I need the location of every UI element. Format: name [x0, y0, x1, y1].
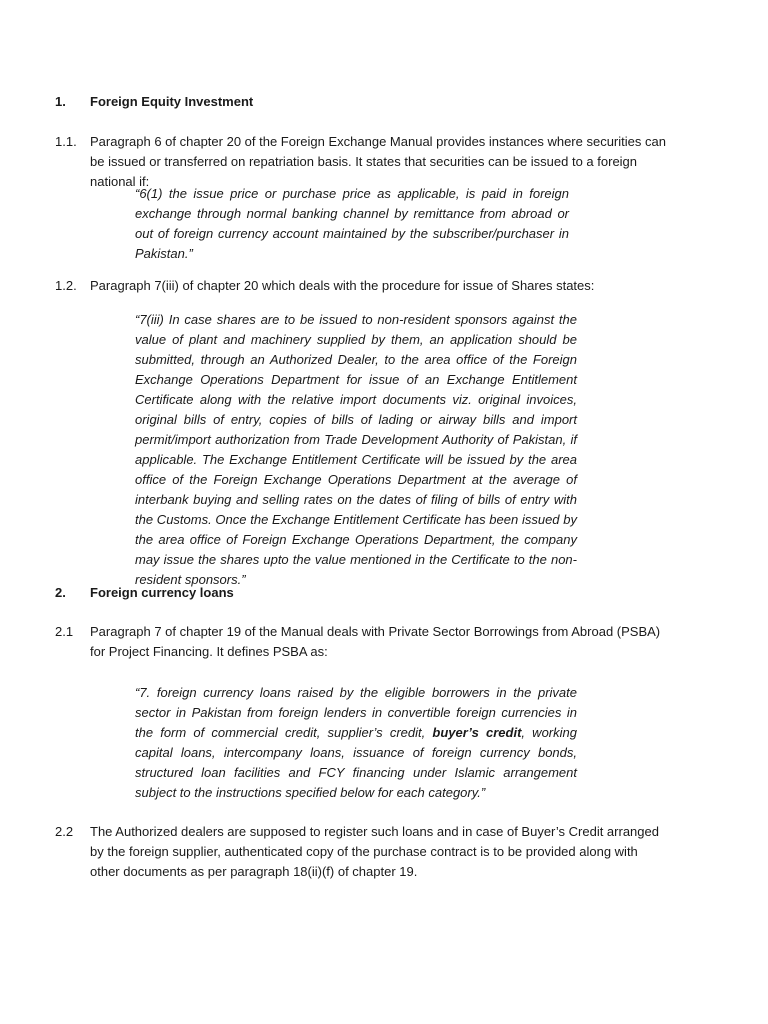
- quote-7-psba: [135, 683, 577, 803]
- paragraph-number: 2.2: [55, 824, 74, 839]
- paragraph-text: Paragraph 7 of chapter 19 of the Manual deals with Private Sector Borrowings from Abroad (PSBA) for Project Financing. It defines PSBA as:: [90, 624, 661, 659]
- paragraph-text: Paragraph 6 of chapter 20 of the Foreign Exchange Manual provides instances where securities can be issued or transferred on repatriation basis. It states that securities can be issued to a foreign national if:: [90, 134, 666, 189]
- paragraph-2-2: [55, 822, 668, 882]
- paragraph-1-1: [55, 132, 668, 192]
- paragraph-number: 1.1.: [55, 134, 77, 149]
- quote-text-after: , working capital loans, intercompany loans, issuance of foreign currency bonds, structured loan facilities and FCY financing under Islamic arrangement subject to the instructions specified below for each category.”: [135, 725, 577, 800]
- section-title: Foreign currency loans: [90, 585, 234, 600]
- paragraph-number: 2.1: [55, 624, 74, 639]
- section-title: Foreign Equity Investment: [90, 94, 254, 109]
- quote-text-before: “7. foreign currency loans raised by the eligible borrowers in the private sector in Pakistan from foreign lenders in convertible foreign currencies in the form of commercial credit, supplier’s credit,: [135, 685, 577, 740]
- paragraph-text: Paragraph 7(iii) of chapter 20 which deals with the procedure for issue of Shares states:: [90, 278, 595, 293]
- section-2-heading: [55, 583, 668, 603]
- quote-6-1: “6(1) the issue price or purchase price as applicable, is paid in foreign exchange through normal banking channel by remittance from abroad or out of foreign currency account maintained by the subscriber/purchaser in Pakistan.”: [135, 186, 569, 261]
- section-1-heading: [55, 92, 668, 112]
- paragraph-text: The Authorized dealers are supposed to register such loans and in case of Buyer’s Credit arranged by the foreign supplier, authenticated copy of the purchase contract is to be provided along with other documents as per paragraph 18(ii)(f) of chapter 19.: [90, 824, 659, 879]
- paragraph-2-1: [55, 622, 668, 662]
- section-number: 1.: [55, 94, 66, 109]
- paragraph-number: 1.2.: [55, 278, 77, 293]
- quote-7-iii: “7(iii) In case shares are to be issued to non-resident sponsors against the value of plant and machinery supplied by them, an application should be submitted, through an Authorized Dealer, to the area office of the Foreign Exchange Operations Department for issue of an Exchange Entitlement Certificate along with the relative import documents viz. original invoices, original bills of entry, copies of bills of lading or airway bills and import permit/import authorization from Trade Development Authority of Pakistan, if applicable. The Exchange Entitlement Certificate will be issued by the area office of the Foreign Exchange Operations Department at the average of interbank buying and selling rates on the dates of filing of bills of entry with the Customs. Once the Exchange Entitlement Certificate has been issued by the area office of Foreign Exchange Operations Department, the company may issue the shares upto the value mentioned in the Certificate to the non-resident sponsors.”: [135, 312, 577, 587]
- paragraph-1-2: [55, 276, 668, 296]
- quote-bold-term: buyer’s credit: [432, 725, 522, 740]
- section-number: 2.: [55, 585, 66, 600]
